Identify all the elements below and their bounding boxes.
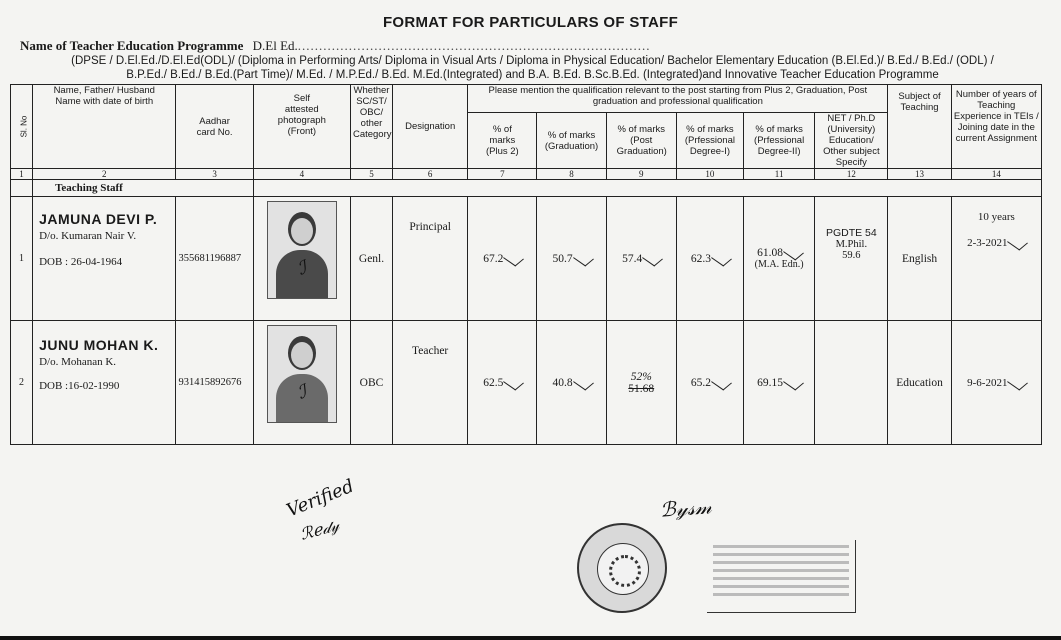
prof2-note: (M.A. Edn.) xyxy=(754,259,804,270)
post-graduation-cell xyxy=(606,321,676,445)
post-graduation-corrected: 52% xyxy=(630,370,652,383)
check-mark-icon xyxy=(503,374,524,390)
post-graduation-cell xyxy=(606,197,676,321)
prof2-marks: 69.15 xyxy=(757,376,784,389)
staff-relation: D/o. Mohanan K. xyxy=(39,356,117,368)
table-row xyxy=(11,321,1042,445)
designation-cell xyxy=(393,321,468,445)
experience-years: 10 years xyxy=(977,211,1015,223)
col-num: 2 xyxy=(33,169,176,180)
header-prof2: % of marks (Prfessional Degree-II) xyxy=(744,113,815,169)
row-serial: 1 xyxy=(11,197,33,321)
prof2-cell xyxy=(744,321,815,445)
header-designation: Designation xyxy=(393,85,468,169)
header-plus2: % of marks (Plus 2) xyxy=(468,113,537,169)
subject-cell xyxy=(888,321,951,445)
header-net: NET / Ph.D (University) Education/ Other subject Specify xyxy=(815,113,888,169)
staff-dob: DOB : 26-04-1964 xyxy=(39,256,123,268)
net-cell xyxy=(815,321,888,445)
col-num: 5 xyxy=(350,169,392,180)
subject: Education xyxy=(896,376,943,389)
staff-table xyxy=(10,84,1042,445)
header-post-graduation: % of marks (Post Graduation) xyxy=(606,113,676,169)
programme-line: Name of Teacher Education Programme D.El Ed.................................................................................... xyxy=(20,38,651,53)
programme-value: D.El Ed. xyxy=(252,38,298,53)
graduation-cell xyxy=(537,197,606,321)
check-mark-icon xyxy=(642,250,663,266)
prof2-cell xyxy=(744,197,815,321)
net-cell xyxy=(815,197,888,321)
aadhar-cell xyxy=(176,321,253,445)
col-num: 12 xyxy=(815,169,888,180)
programme-description xyxy=(20,54,1045,82)
graduation-marks: 50.7 xyxy=(552,252,573,265)
header-row-1 xyxy=(11,85,1042,113)
joining-date: 2-3-2021 xyxy=(967,237,1008,249)
category: Genl. xyxy=(358,252,385,265)
col-num: 14 xyxy=(951,169,1041,180)
category: OBC xyxy=(359,376,384,389)
row-serial: 2 xyxy=(11,321,33,445)
staff-name-cell xyxy=(33,321,176,445)
staff-name-cell xyxy=(33,197,176,321)
net-line-1: PGDTE 54 xyxy=(825,227,877,239)
prof1-cell xyxy=(676,321,743,445)
post-graduation-struck: 51.68 xyxy=(628,382,655,395)
photo-signature-icon: ℐ xyxy=(294,381,310,403)
col-num: 4 xyxy=(253,169,350,180)
prof1-marks: 65.2 xyxy=(690,376,711,389)
col-num: 13 xyxy=(888,169,951,180)
header-aadhar: Aadhar card No. xyxy=(176,85,253,169)
verified-label: Verified xyxy=(283,475,357,522)
header-name: Name, Father/ Husband Name with date of birth xyxy=(33,85,176,169)
principal-signature-icon: ℬ𝓎𝓈𝓂 xyxy=(659,494,713,522)
net-line-2: M.Phil. xyxy=(835,239,868,250)
header-experience: Number of years of Teaching Experience in TEIs / Joining date in the current Assignment xyxy=(951,85,1041,169)
programme-label: Name of Teacher Education Programme xyxy=(20,38,244,53)
col-num: 3 xyxy=(176,169,253,180)
photo-signature-icon: ℐ xyxy=(294,257,310,279)
plus2-marks: 67.2 xyxy=(483,252,504,265)
prof1-cell xyxy=(676,197,743,321)
photo-cell xyxy=(253,321,350,445)
verifier-signature-icon: ℛℯ𝒹𝓎 xyxy=(298,515,342,544)
subject-cell xyxy=(888,197,951,321)
staff-name: JAMUNA DEVI P. xyxy=(39,211,158,227)
staff-photo xyxy=(267,325,337,423)
header-prof1: % of marks (Prfessional Degree-I) xyxy=(676,113,743,169)
staff-dob: DOB :16-02-1990 xyxy=(39,380,120,392)
prof2-marks: 61.08 xyxy=(757,247,784,259)
col-num: 7 xyxy=(468,169,537,180)
category-cell xyxy=(350,197,392,321)
col-num: 8 xyxy=(537,169,606,180)
verified-signature xyxy=(284,476,357,522)
category-cell xyxy=(350,321,392,445)
check-mark-icon xyxy=(711,250,732,266)
header-subject: Subject of Teaching xyxy=(888,85,951,169)
aadhar-number: 931415892676 xyxy=(178,377,242,388)
institution-seal-icon xyxy=(577,523,667,613)
prof1-marks: 62.3 xyxy=(690,252,711,265)
experience-cell xyxy=(951,197,1041,321)
check-mark-icon xyxy=(503,250,524,266)
col-num: 10 xyxy=(676,169,743,180)
joining-date: 9-6-2021 xyxy=(967,376,1008,389)
table-row xyxy=(11,197,1042,321)
col-num: 11 xyxy=(744,169,815,180)
check-mark-icon xyxy=(711,374,732,390)
header-photo: Self attested photograph (Front) xyxy=(253,85,350,169)
staff-name: JUNU MOHAN K. xyxy=(39,337,159,353)
aadhar-cell xyxy=(176,197,253,321)
subject: English xyxy=(901,252,938,265)
staff-relation: D/o. Kumaran Nair V. xyxy=(39,230,137,242)
col-num: 1 xyxy=(11,169,33,180)
header-sno: Sl. No xyxy=(19,115,29,138)
post-graduation-marks: 57.4 xyxy=(622,252,643,265)
staff-photo xyxy=(267,201,337,299)
designation: Principal xyxy=(409,221,451,233)
principal-seal-icon xyxy=(707,540,856,613)
page-title: FORMAT FOR PARTICULARS OF STAFF xyxy=(382,14,679,31)
plus2-marks: 62.5 xyxy=(483,376,504,389)
graduation-cell xyxy=(537,321,606,445)
graduation-marks: 40.8 xyxy=(552,376,573,389)
column-number-row xyxy=(11,169,1042,180)
check-mark-icon xyxy=(1007,374,1028,390)
designation: Teacher xyxy=(412,345,449,357)
check-mark-icon xyxy=(573,250,594,266)
check-mark-icon xyxy=(573,374,594,390)
header-qualification-group: Please mention the qualification relevant to the post starting from Plus 2, Graduation, Post graduation and professional qualification xyxy=(468,85,888,113)
check-mark-icon xyxy=(1007,235,1028,251)
section-teaching-staff: Teaching Staff xyxy=(33,180,254,197)
section-row xyxy=(11,180,1042,197)
page-bottom-rule xyxy=(0,636,1061,640)
plus2-cell xyxy=(468,197,537,321)
header-category: Whether SC/ST/ OBC/ other Category xyxy=(350,85,392,169)
programme-description-line1: (DPSE / D.El.Ed./D.El.Ed(ODL)/ (Diploma in Performing Arts/ Diploma in Visual Arts / Diploma in Physical Education/ Bachelor Elementary Education (B.El.Ed.)/ B.Ed./ B.Ed./ (ODL) / xyxy=(71,55,994,67)
experience-cell xyxy=(951,321,1041,445)
aadhar-number: 355681196887 xyxy=(178,253,242,264)
plus2-cell xyxy=(468,321,537,445)
photo-cell xyxy=(253,197,350,321)
header-graduation: % of marks (Graduation) xyxy=(537,113,606,169)
net-line-3: 59.6 xyxy=(842,250,861,261)
designation-cell xyxy=(393,197,468,321)
col-num: 6 xyxy=(393,169,468,180)
check-mark-icon xyxy=(783,374,804,390)
col-num: 9 xyxy=(606,169,676,180)
programme-description-line2: B.P.Ed./ B.Ed./ B.Ed.(Part Time)/ M.Ed. / M.P.Ed./ B.Ed. M.Ed.(Integrated) and B.A. B.Ed. B.Sc.B.Ed. (Integrated)and Innovative Teacher Education Programme xyxy=(126,69,939,81)
